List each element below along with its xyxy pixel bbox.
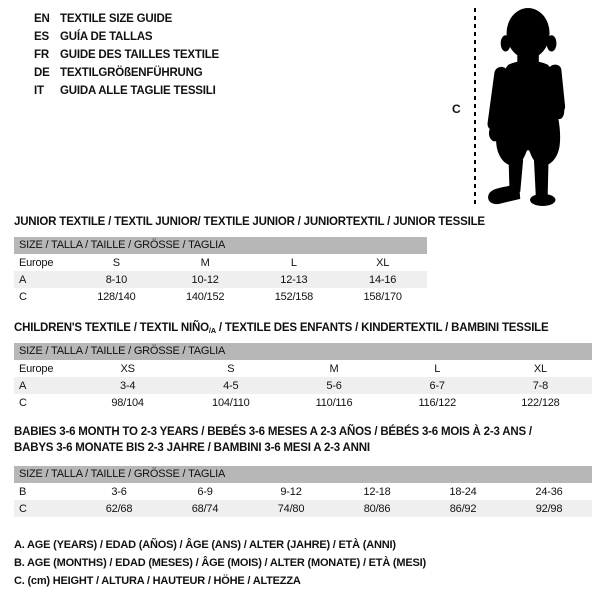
age-cell: 3-6 xyxy=(111,485,127,498)
height-cell: 152/158 xyxy=(274,290,314,303)
title-pre: CHILDREN'S TEXTILE / TEXTIL NIÑO xyxy=(14,322,209,334)
age-cell: 7-8 xyxy=(532,379,549,392)
size-cell: S xyxy=(227,362,235,375)
height-cell: 68/74 xyxy=(191,502,219,515)
language-row-fr xyxy=(34,46,219,64)
language-title: GUIDE DES TAILLES TEXTILE xyxy=(60,49,219,61)
size-header-band: SIZE / TALLA / TAILLE / GRÖSSE / TAGLIA xyxy=(14,466,592,483)
language-code: IT xyxy=(34,85,44,97)
height-cell: 92/98 xyxy=(535,502,563,515)
height-cell: 128/140 xyxy=(97,290,136,303)
age-cell: 12-13 xyxy=(280,273,308,286)
table-row-height xyxy=(14,288,427,305)
age-cell: 4-5 xyxy=(223,379,239,392)
height-cell: 80/86 xyxy=(363,502,391,515)
height-cell: 86/92 xyxy=(449,502,477,515)
language-row-es xyxy=(34,28,219,46)
age-cell: 24-36 xyxy=(535,485,563,498)
height-measure-label: C xyxy=(452,102,461,116)
size-cell: M xyxy=(200,256,210,269)
table-row-height xyxy=(14,500,592,517)
babies-table-title-line2: BABYS 3-6 MONATE BIS 2-3 JAHRE / BAMBINI 3-6 MESI A 2-3 ANNI xyxy=(14,442,370,454)
junior-table-title: JUNIOR TEXTILE / TEXTIL JUNIOR/ TEXTILE JUNIOR / JUNIORTEXTIL / JUNIOR TESSILE xyxy=(14,216,485,228)
height-cell: 62/68 xyxy=(105,502,133,515)
height-cell: 116/122 xyxy=(418,396,456,409)
age-cell: 6-7 xyxy=(429,379,445,392)
age-cell: 3-4 xyxy=(119,379,136,392)
size-cell: L xyxy=(290,256,297,269)
row-label: A xyxy=(19,379,27,392)
language-title: TEXTILGRÖßENFÜHRUNG xyxy=(60,67,203,79)
age-cell: 5-6 xyxy=(326,379,342,392)
toddler-silhouette-icon xyxy=(487,6,575,208)
childrens-textile-table xyxy=(14,322,592,411)
note-age-months: B. AGE (MONTHS) / EDAD (MESES) / ÂGE (MOIS) / ALTER (MONATE) / ETÀ (MESI) xyxy=(14,557,426,569)
language-code: ES xyxy=(34,31,49,43)
size-cell: L xyxy=(434,362,441,375)
row-label: Europe xyxy=(19,362,54,375)
babies-table-title-line1: BABIES 3-6 MONTH TO 2-3 YEARS / BEBÉS 3-6 MESES A 2-3 AÑOS / BÉBÉS 3-6 MOIS À 2-3 ANS / xyxy=(14,426,532,438)
language-row-de xyxy=(34,64,219,82)
table-row-age-months xyxy=(14,483,592,500)
age-cell: 18-24 xyxy=(449,485,477,498)
size-header-band: SIZE / TALLA / TAILLE / GRÖSSE / TAGLIA xyxy=(14,343,592,360)
height-cell: 110/116 xyxy=(315,396,353,409)
height-cell: 74/80 xyxy=(277,502,305,515)
height-measure-dashed-line xyxy=(474,8,476,206)
language-code: DE xyxy=(34,67,50,79)
row-label: C xyxy=(19,396,27,409)
height-cell: 104/110 xyxy=(212,396,250,409)
note-height-cm: C. (cm) HEIGHT / ALTURA / HAUTEUR / HÖHE / ALTEZZA xyxy=(14,575,301,587)
language-title: GUÍA DE TALLAS xyxy=(60,31,153,43)
size-cell: XL xyxy=(376,256,390,269)
size-cell: S xyxy=(112,256,120,269)
note-age-years: A. AGE (YEARS) / EDAD (AÑOS) / ÂGE (ANS) / ALTER (JAHRE) / ETÀ (ANNI) xyxy=(14,539,396,551)
language-code: EN xyxy=(34,13,50,25)
height-cell: 98/104 xyxy=(111,396,144,409)
age-cell: 10-12 xyxy=(191,273,219,286)
title-post: / TEXTILE DES ENFANTS / KINDERTEXTIL / BAMBINI TESSILE xyxy=(215,322,549,334)
table-row-age xyxy=(14,271,427,288)
table-row-europe xyxy=(14,360,592,377)
size-header-band: SIZE / TALLA / TAILLE / GRÖSSE / TAGLIA xyxy=(14,237,427,254)
babies-textile-table xyxy=(14,426,592,517)
legend-notes xyxy=(14,539,426,593)
size-cell: XS xyxy=(120,362,135,375)
table-row-europe xyxy=(14,254,427,271)
age-cell: 14-16 xyxy=(369,273,397,286)
language-row-en xyxy=(34,10,219,28)
title-subscript: /A xyxy=(208,326,216,335)
height-cell: 140/152 xyxy=(185,290,225,303)
language-code: FR xyxy=(34,49,49,61)
row-label: Europe xyxy=(19,256,54,269)
size-cell: XL xyxy=(533,362,547,375)
language-title: TEXTILE SIZE GUIDE xyxy=(60,13,173,25)
age-cell: 6-9 xyxy=(197,485,213,498)
junior-textile-table xyxy=(14,216,485,305)
row-label: B xyxy=(19,485,27,498)
language-row-it xyxy=(34,82,219,100)
age-cell: 8-10 xyxy=(105,273,127,286)
size-cell: M xyxy=(329,362,339,375)
row-label: C xyxy=(19,290,27,303)
row-label: A xyxy=(19,273,27,286)
age-cell: 12-18 xyxy=(363,485,391,498)
age-cell: 9-12 xyxy=(280,485,302,498)
language-title-list xyxy=(34,10,219,100)
height-cell: 158/170 xyxy=(363,290,402,303)
height-cell: 122/128 xyxy=(521,396,560,409)
row-label: C xyxy=(19,502,27,515)
table-row-height xyxy=(14,394,592,411)
language-title: GUIDA ALLE TAGLIE TESSILI xyxy=(60,85,216,97)
childrens-table-title xyxy=(14,322,592,335)
table-row-age xyxy=(14,377,592,394)
